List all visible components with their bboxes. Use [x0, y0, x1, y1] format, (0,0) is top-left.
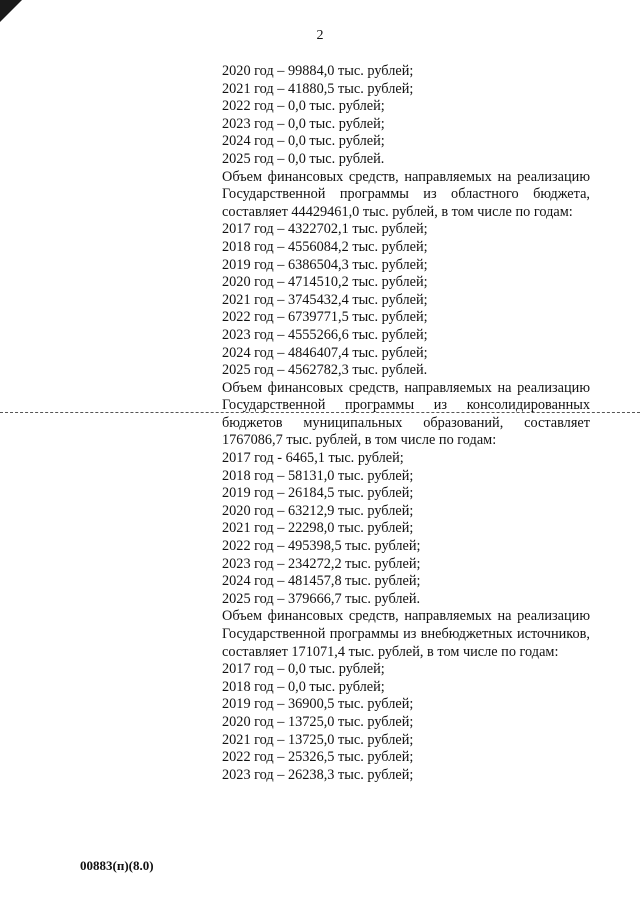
- list-item: 2022 год – 25326,5 тыс. рублей;: [222, 749, 414, 766]
- list-item: 2018 год – 0,0 тыс. рублей;: [222, 678, 385, 695]
- extrabudgetary-paragraph: Объем финансовых средств, направляемых на реализацию Государственной программы из внебюджетных источников, составляет 171071,4 тыс. рублей, в том числе по годам:: [222, 608, 590, 660]
- document-body: [222, 63, 590, 784]
- year-list-block-a: [222, 63, 590, 169]
- list-item: 2017 год - 6465,1 тыс. рублей;: [222, 450, 404, 467]
- page-number: 2: [316, 28, 324, 43]
- list-item: 2024 год – 0,0 тыс. рублей;: [222, 133, 385, 150]
- list-item: 2021 год – 3745432,4 тыс. рублей;: [222, 291, 428, 308]
- list-item: 2021 год – 41880,5 тыс. рублей;: [222, 80, 414, 97]
- list-item: 2020 год – 13725,0 тыс. рублей;: [222, 713, 414, 730]
- regional-budget-paragraph: Объем финансовых средств, направляемых на реализацию Государственной программы из областного бюджета, составляет 44429461,0 тыс. рублей, в том числе по годам:: [222, 168, 590, 220]
- list-item: 2019 год – 26184,5 тыс. рублей;: [222, 485, 414, 502]
- list-item: 2022 год – 495398,5 тыс. рублей;: [222, 538, 421, 555]
- list-item: 2019 год – 36900,5 тыс. рублей;: [222, 696, 414, 713]
- list-item: 2024 год – 481457,8 тыс. рублей;: [222, 573, 421, 590]
- list-item: 2020 год – 99884,0 тыс. рублей;: [222, 63, 414, 79]
- list-item: 2017 год – 4322702,1 тыс. рублей;: [222, 221, 428, 238]
- list-item: 2023 год – 26238,3 тыс. рублей;: [222, 766, 414, 783]
- extrabudgetary-year-list: [222, 661, 590, 784]
- municipal-budget-paragraph: Объем финансовых средств, направляемых на реализацию Государственной программы из консолидированных бюджетов муниципальных образований, составляет 1767086,7 тыс. рублей, в том числе по годам:: [222, 379, 590, 449]
- list-item: 2020 год – 63212,9 тыс. рублей;: [222, 502, 414, 519]
- regional-year-list: [222, 221, 590, 379]
- municipal-year-list: [222, 450, 590, 608]
- document-code: 00883(п)(8.0): [80, 858, 154, 873]
- list-item: 2020 год – 4714510,2 тыс. рублей;: [222, 274, 428, 291]
- list-item: 2023 год – 234272,2 тыс. рублей;: [222, 555, 421, 572]
- list-item: 2023 год – 0,0 тыс. рублей;: [222, 115, 385, 132]
- list-item: 2017 год – 0,0 тыс. рублей;: [222, 661, 385, 678]
- list-item: 2018 год – 58131,0 тыс. рублей;: [222, 467, 414, 484]
- list-item: 2018 год – 4556084,2 тыс. рублей;: [222, 238, 428, 255]
- list-item: 2022 год – 6739771,5 тыс. рублей;: [222, 309, 428, 326]
- list-item: 2021 год – 13725,0 тыс. рублей;: [222, 731, 414, 748]
- list-item: 2019 год – 6386504,3 тыс. рублей;: [222, 256, 428, 273]
- list-item: 2024 год – 4846407,4 тыс. рублей;: [222, 344, 428, 361]
- list-item: 2022 год – 0,0 тыс. рублей;: [222, 98, 385, 115]
- list-item: 2025 год – 4562782,3 тыс. рублей.: [222, 362, 428, 379]
- list-item: 2023 год – 4555266,6 тыс. рублей;: [222, 326, 428, 343]
- list-item: 2025 год – 379666,7 тыс. рублей.: [222, 590, 421, 607]
- list-item: 2025 год – 0,0 тыс. рублей.: [222, 150, 385, 167]
- list-item: 2021 год – 22298,0 тыс. рублей;: [222, 520, 414, 537]
